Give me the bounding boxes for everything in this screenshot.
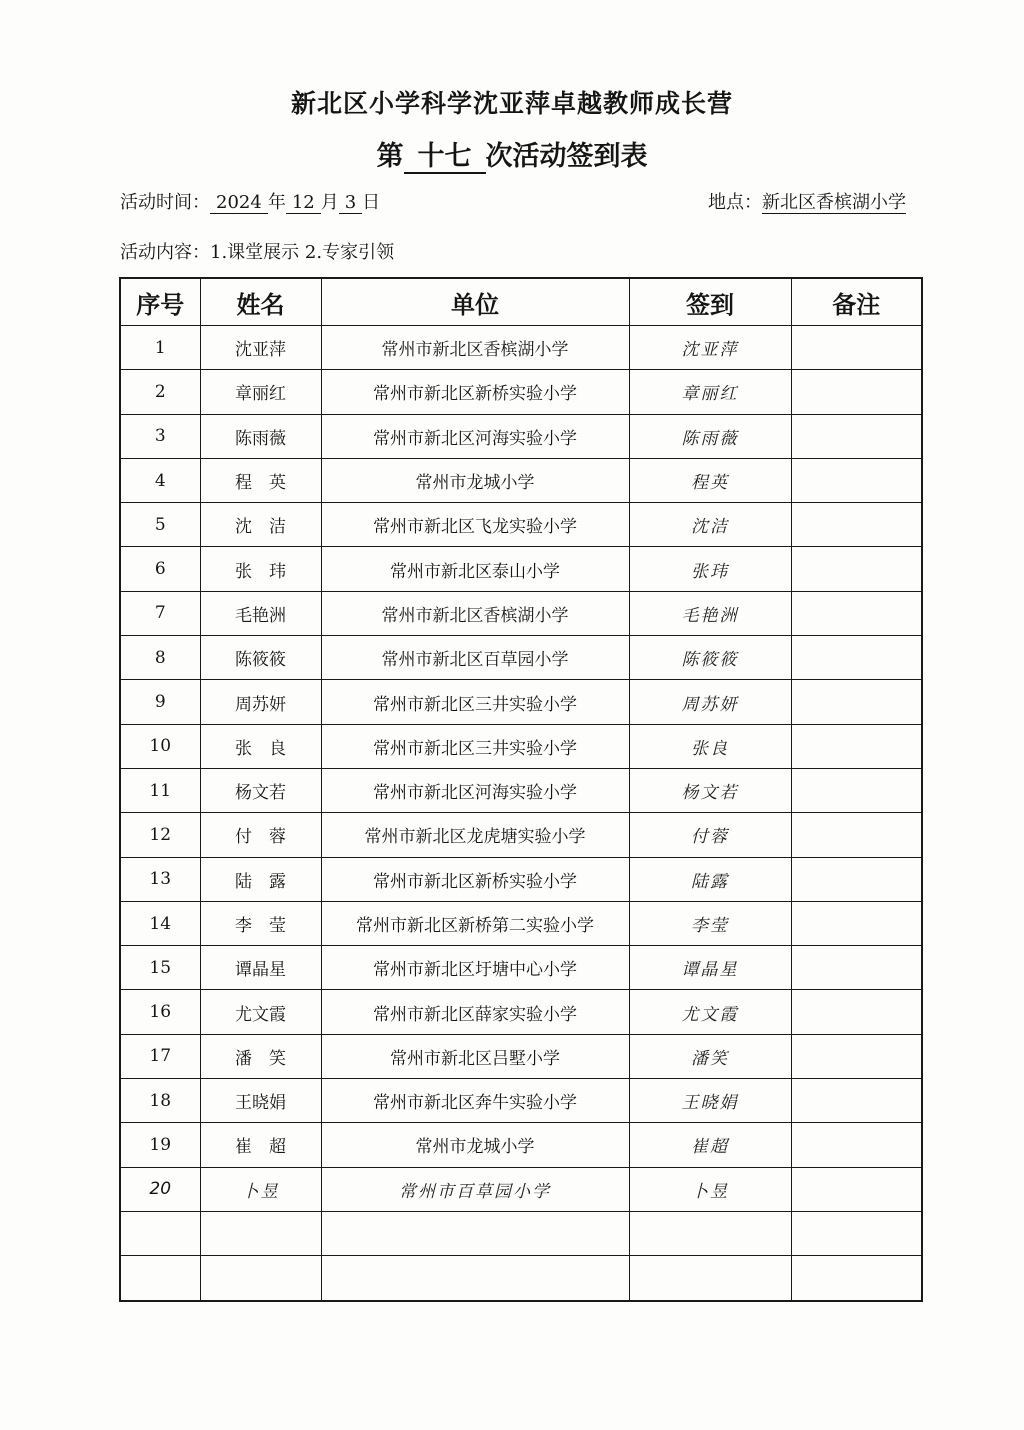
blank-cell bbox=[791, 1256, 922, 1301]
note-cell bbox=[791, 370, 922, 414]
unit-cell: 常州市新北区龙虎塘实验小学 bbox=[321, 813, 629, 857]
day-unit: 日 bbox=[362, 192, 381, 213]
blank-row bbox=[120, 1211, 922, 1255]
header-unit: 单位 bbox=[321, 278, 629, 326]
content-value: 1.课堂展示 2.专家引领 bbox=[210, 242, 395, 263]
name-cell: 陆 露 bbox=[200, 857, 321, 901]
name-cell: 程 英 bbox=[200, 458, 321, 502]
name-cell: 付 蓉 bbox=[200, 813, 321, 857]
seq-cell: 14 bbox=[120, 901, 200, 945]
seq-cell: 8 bbox=[120, 636, 200, 680]
table-header-row bbox=[120, 278, 922, 326]
unit-cell: 常州市新北区新桥实验小学 bbox=[321, 370, 629, 414]
unit-cell: 常州市新北区新桥第二实验小学 bbox=[321, 901, 629, 945]
note-cell bbox=[791, 724, 922, 768]
year-value: 2024 bbox=[210, 192, 268, 214]
table-row bbox=[120, 946, 922, 990]
table-row bbox=[120, 768, 922, 812]
year-unit: 年 bbox=[267, 192, 286, 213]
header-name: 姓名 bbox=[200, 278, 321, 326]
note-cell bbox=[791, 547, 922, 591]
note-cell bbox=[791, 680, 922, 724]
table-row bbox=[120, 326, 922, 370]
seq-cell: 11 bbox=[120, 768, 200, 812]
unit-cell: 常州市新北区河海实验小学 bbox=[321, 768, 629, 812]
note-cell bbox=[791, 990, 922, 1034]
note-cell bbox=[791, 503, 922, 547]
name-cell: 陈筱筱 bbox=[200, 636, 321, 680]
signature-cell: 尤文霞 bbox=[629, 990, 791, 1034]
unit-cell: 常州市龙城小学 bbox=[321, 458, 629, 502]
handwritten-row bbox=[120, 1167, 922, 1211]
note-cell bbox=[791, 1034, 922, 1078]
note-cell bbox=[791, 813, 922, 857]
table-row bbox=[120, 1034, 922, 1078]
note-cell bbox=[791, 901, 922, 945]
signature-cell: 张良 bbox=[629, 724, 791, 768]
note-cell bbox=[791, 636, 922, 680]
header-note: 备注 bbox=[791, 278, 922, 326]
blank-cell bbox=[791, 1211, 922, 1255]
table-row bbox=[120, 680, 922, 724]
table-row bbox=[120, 724, 922, 768]
month-value: 12 bbox=[286, 192, 321, 214]
activity-content bbox=[120, 238, 394, 264]
signature-cell: 陈筱筱 bbox=[629, 636, 791, 680]
blank-cell bbox=[321, 1211, 629, 1255]
blank-cell bbox=[200, 1256, 321, 1301]
signature-cell: 沈亚萍 bbox=[629, 326, 791, 370]
signature-cell: 王晓娟 bbox=[629, 1079, 791, 1123]
seq-cell: 15 bbox=[120, 946, 200, 990]
sheet-subtitle bbox=[0, 134, 1024, 174]
blank-cell bbox=[629, 1211, 791, 1255]
table-row bbox=[120, 547, 922, 591]
table-row bbox=[120, 857, 922, 901]
month-unit: 月 bbox=[320, 192, 339, 213]
name-cell: 张 良 bbox=[200, 724, 321, 768]
unit-cell: 常州市新北区三井实验小学 bbox=[321, 680, 629, 724]
unit-cell: 常州市新北区百草园小学 bbox=[321, 636, 629, 680]
seq-cell: 19 bbox=[120, 1123, 200, 1167]
table-row bbox=[120, 458, 922, 502]
signature-cell: 潘笑 bbox=[629, 1034, 791, 1078]
note-cell bbox=[791, 768, 922, 812]
name-cell: 王晓娟 bbox=[200, 1079, 321, 1123]
activity-place bbox=[708, 188, 906, 214]
place-value: 新北区香槟湖小学 bbox=[762, 192, 906, 213]
unit-cell: 常州市新北区香槟湖小学 bbox=[321, 326, 629, 370]
table-row bbox=[120, 1079, 922, 1123]
unit-cell: 常州市新北区香槟湖小学 bbox=[321, 591, 629, 635]
table-row bbox=[120, 414, 922, 458]
seq-cell: 1 bbox=[120, 326, 200, 370]
name-cell: 周苏妍 bbox=[200, 680, 321, 724]
unit-cell: 常州市龙城小学 bbox=[321, 1123, 629, 1167]
table-row bbox=[120, 636, 922, 680]
note-cell bbox=[791, 1079, 922, 1123]
activity-time bbox=[120, 188, 380, 214]
signature-cell: 张玮 bbox=[629, 547, 791, 591]
signature-cell: 沈洁 bbox=[629, 503, 791, 547]
name-cell: 崔 超 bbox=[200, 1123, 321, 1167]
signature-cell: 崔超 bbox=[629, 1123, 791, 1167]
name-cell: 张 玮 bbox=[200, 547, 321, 591]
name-cell: 谭晶星 bbox=[200, 946, 321, 990]
unit-cell: 常州市新北区吕墅小学 bbox=[321, 1034, 629, 1078]
seq-cell: 3 bbox=[120, 414, 200, 458]
note-cell bbox=[791, 591, 922, 635]
unit-cell: 常州市新北区泰山小学 bbox=[321, 547, 629, 591]
name-cell: 陈雨薇 bbox=[200, 414, 321, 458]
signature-cell: 章丽红 bbox=[629, 370, 791, 414]
content-label: 活动内容： bbox=[120, 242, 210, 263]
subtitle-prefix: 第 bbox=[376, 141, 404, 172]
unit-cell: 常州市新北区河海实验小学 bbox=[321, 414, 629, 458]
signature-cell: 卜昱 bbox=[629, 1167, 791, 1211]
seq-cell: 12 bbox=[120, 813, 200, 857]
sign-in-table bbox=[119, 277, 923, 1302]
signature-cell: 付蓉 bbox=[629, 813, 791, 857]
name-cell: 潘 笑 bbox=[200, 1034, 321, 1078]
unit-cell: 常州市新北区飞龙实验小学 bbox=[321, 503, 629, 547]
seq-cell: 13 bbox=[120, 857, 200, 901]
header-sign: 签到 bbox=[629, 278, 791, 326]
signature-cell: 周苏妍 bbox=[629, 680, 791, 724]
table-row bbox=[120, 591, 922, 635]
signature-cell: 谭晶星 bbox=[629, 946, 791, 990]
unit-cell: 常州市新北区圩塘中心小学 bbox=[321, 946, 629, 990]
note-cell bbox=[791, 857, 922, 901]
name-cell: 毛艳洲 bbox=[200, 591, 321, 635]
signature-cell: 杨文若 bbox=[629, 768, 791, 812]
blank-cell bbox=[629, 1256, 791, 1301]
unit-cell: 常州市新北区三井实验小学 bbox=[321, 724, 629, 768]
seq-cell: 5 bbox=[120, 503, 200, 547]
table-row bbox=[120, 990, 922, 1034]
unit-cell: 常州市百草园小学 bbox=[321, 1167, 629, 1211]
signature-cell: 陆露 bbox=[629, 857, 791, 901]
seq-cell: 4 bbox=[120, 458, 200, 502]
table-row bbox=[120, 813, 922, 857]
name-cell: 章丽红 bbox=[200, 370, 321, 414]
table-row bbox=[120, 1123, 922, 1167]
sheet-title: 新北区小学科学沈亚萍卓越教师成长营 bbox=[290, 89, 733, 118]
subtitle-suffix: 次活动签到表 bbox=[485, 141, 648, 172]
signature-cell: 李莹 bbox=[629, 901, 791, 945]
note-cell bbox=[791, 1123, 922, 1167]
blank-cell bbox=[120, 1211, 200, 1255]
note-cell bbox=[791, 1167, 922, 1211]
note-cell bbox=[791, 458, 922, 502]
name-cell: 卜昱 bbox=[200, 1167, 321, 1211]
time-label: 活动时间： bbox=[120, 192, 210, 213]
session-number: 十七 bbox=[404, 142, 486, 174]
note-cell bbox=[791, 946, 922, 990]
name-cell: 沈亚萍 bbox=[200, 326, 321, 370]
name-cell: 沈 洁 bbox=[200, 503, 321, 547]
place-label: 地点： bbox=[708, 192, 762, 213]
day-value: 3 bbox=[339, 192, 362, 214]
blank-row bbox=[120, 1256, 922, 1301]
name-cell: 尤文霞 bbox=[200, 990, 321, 1034]
blank-cell bbox=[200, 1211, 321, 1255]
seq-cell: 16 bbox=[120, 990, 200, 1034]
seq-cell: 17 bbox=[120, 1034, 200, 1078]
signature-cell: 程英 bbox=[629, 458, 791, 502]
unit-cell: 常州市新北区新桥实验小学 bbox=[321, 857, 629, 901]
name-cell: 李 莹 bbox=[200, 901, 321, 945]
seq-cell: 10 bbox=[120, 724, 200, 768]
name-cell: 杨文若 bbox=[200, 768, 321, 812]
note-cell bbox=[791, 414, 922, 458]
blank-cell bbox=[120, 1256, 200, 1301]
note-cell bbox=[791, 326, 922, 370]
seq-cell: 7 bbox=[120, 591, 200, 635]
seq-cell: 18 bbox=[120, 1079, 200, 1123]
unit-cell: 常州市新北区奔牛实验小学 bbox=[321, 1079, 629, 1123]
blank-cell bbox=[321, 1256, 629, 1301]
seq-cell: 2 bbox=[120, 370, 200, 414]
table-row bbox=[120, 503, 922, 547]
header-seq: 序号 bbox=[120, 278, 200, 326]
seq-cell: 9 bbox=[120, 680, 200, 724]
unit-cell: 常州市新北区薛家实验小学 bbox=[321, 990, 629, 1034]
table-row bbox=[120, 370, 922, 414]
seq-cell: 6 bbox=[120, 547, 200, 591]
table-row bbox=[120, 901, 922, 945]
signature-cell: 陈雨薇 bbox=[629, 414, 791, 458]
seq-cell: 20 bbox=[120, 1167, 200, 1211]
signature-cell: 毛艳洲 bbox=[629, 591, 791, 635]
